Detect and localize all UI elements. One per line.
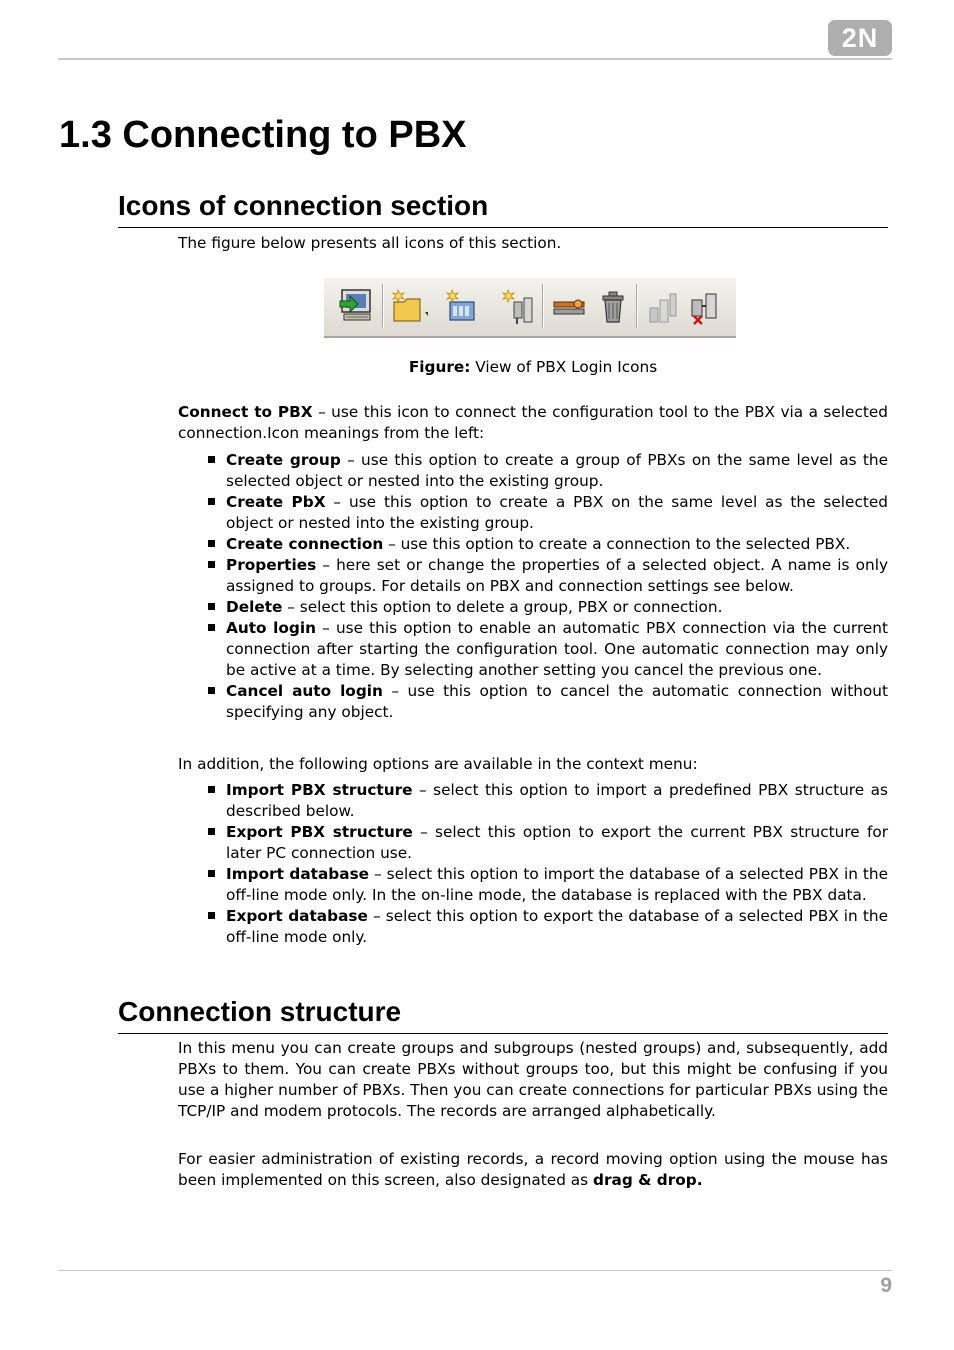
item-text: – use this option to cancel the automatic connection without specifying any object. (226, 682, 888, 721)
item-label: Cancel auto login (226, 682, 383, 700)
list-item (178, 681, 888, 723)
bullet-marker (208, 828, 215, 835)
list-item (178, 492, 888, 534)
bullet-marker (208, 498, 215, 505)
item-text: – use this option to create a connection to the selected PBX. (383, 535, 851, 553)
item-text: – select this option to export the database of a selected PBX in the off-line mode only. (226, 907, 888, 946)
create-group-icon (390, 286, 428, 326)
list-item (178, 780, 888, 822)
item-label: Export database (226, 907, 368, 925)
list-item (178, 534, 888, 555)
item-label: Auto login (226, 619, 316, 637)
item-text: – use this option to create a PBX on the same level as the selected object or nested into the existing group. (226, 493, 889, 532)
delete-icon (594, 286, 632, 326)
section-heading-icons: Icons of connection section (118, 188, 888, 228)
term-label: Connect to PBX (178, 403, 313, 421)
figure-caption-label: Figure: (408, 358, 471, 376)
list-item (178, 555, 888, 597)
item-text: – use this option to create a group of PBXs on the same level as the selected object or nested into the existing group. (226, 451, 888, 490)
page-number: 9 (880, 1274, 892, 1297)
item-label: Delete (226, 598, 283, 616)
bullet-marker (208, 624, 215, 631)
pbx-login-toolbar-figure (324, 278, 736, 338)
create-connection-icon (500, 286, 538, 326)
create-pbx-icon (444, 286, 482, 326)
bullet-marker (208, 456, 215, 463)
bullet-marker (208, 870, 215, 877)
drag-and-drop-term: drag & drop. (593, 1171, 703, 1189)
item-text: – select this option to export the current PBX structure for later PC connection use. (226, 823, 888, 862)
icon-meanings-list (178, 450, 888, 723)
properties-icon (550, 286, 588, 326)
section-heading-structure: Connection structure (118, 994, 888, 1034)
toolbar-separator (542, 284, 544, 328)
page-title: 1.3 Connecting to PBX (59, 114, 467, 156)
item-label: Import PBX structure (226, 781, 413, 799)
context-menu-list (178, 780, 888, 948)
list-item (178, 822, 888, 864)
logo-text: 2N (841, 22, 879, 53)
paragraph-text: For easier administration of existing records, a record moving option using the mouse has been implemented on this screen, also designated as (178, 1150, 888, 1189)
structure-paragraph-2 (178, 1149, 888, 1191)
list-item (178, 597, 888, 618)
bullet-marker (208, 786, 215, 793)
item-label: Create connection (226, 535, 384, 553)
item-label: Import database (226, 865, 370, 883)
list-item (178, 450, 888, 492)
brand-logo (828, 20, 892, 56)
item-text: – select this option to import a predefined PBX structure as described below. (226, 781, 888, 820)
figure-caption-text: View of PBX Login Icons (470, 358, 658, 376)
term-text: – use this icon to connect the configuration tool to the PBX via a selected connection.Icon meanings from the left: (178, 403, 888, 442)
connect-to-pbx-icon (336, 286, 374, 326)
footer-rule (58, 1270, 892, 1271)
bullet-marker (208, 603, 215, 610)
item-text: – here set or change the properties of a selected object. A name is only assigned to groups. For details on PBX and connection settings see below. (226, 556, 888, 595)
cancel-auto-login-icon (686, 286, 724, 326)
section-intro: The figure below presents all icons of this section. (178, 234, 562, 252)
item-label: Export PBX structure (226, 823, 413, 841)
item-text: – select this option to import the database of a selected PBX in the off-line mode only. In the on-line mode, the database is replaced with the PBX data. (226, 865, 889, 904)
context-menu-intro: In addition, the following options are available in the context menu: (178, 755, 698, 773)
connect-to-pbx-paragraph (178, 402, 888, 444)
bullet-marker (208, 912, 215, 919)
header-rule (58, 58, 892, 60)
toolbar-separator (636, 284, 638, 328)
list-item (178, 906, 888, 948)
item-text: – select this option to delete a group, PBX or connection. (282, 598, 723, 616)
item-label: Create group (226, 451, 341, 469)
item-text: – use this option to enable an automatic PBX connection via the current connection after starting the configuration tool. One automatic connection may only be active at a time. By selecting another setting you cancel the previous one. (226, 619, 888, 679)
bullet-marker (208, 561, 215, 568)
figure-caption (178, 357, 888, 378)
item-label: Create PbX (226, 493, 326, 511)
bullet-marker (208, 687, 215, 694)
structure-paragraph-1: In this menu you can create groups and subgroups (nested groups) and, subsequently, add PBXs to them. You can create PBXs without groups too, but this might be confusing if you use a higher number of PBXs. Then you can create connections for particular PBXs using the TCP/IP and modem protocols. The records are arranged alphabetically. (178, 1039, 888, 1120)
list-item (178, 864, 888, 906)
toolbar-separator (382, 284, 384, 328)
item-label: Properties (226, 556, 317, 574)
bullet-marker (208, 540, 215, 547)
auto-login-icon (644, 286, 682, 326)
list-item (178, 618, 888, 681)
